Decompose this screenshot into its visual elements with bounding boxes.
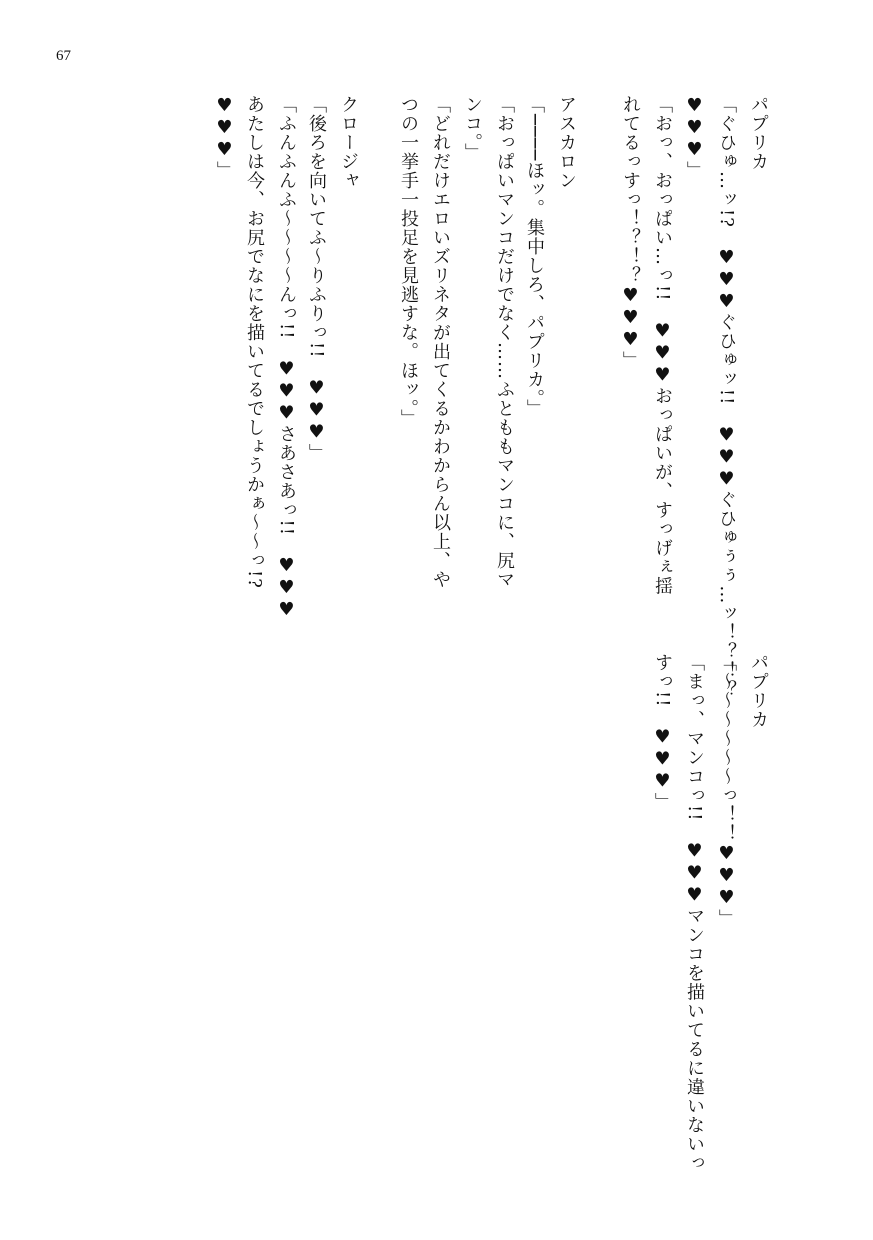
speaker-name: パプリカ xyxy=(748,653,769,729)
dialogue-line: 「ふんふんふ〜〜〜〜んっ!! ♥♥♥さあさあっ!! ♥♥♥ xyxy=(276,95,297,621)
dialogue-line: 「ぐひゅ…ッ!? ♥♥♥ぐひゅッ!! ♥♥♥ぐひゅぅぅ…ッ！？！？ xyxy=(716,95,737,700)
dialogue-line: すっ!! ♥♥♥」 xyxy=(652,653,673,812)
speaker-name: パプリカ xyxy=(748,95,769,171)
dialogue-line: ♥♥♥」 xyxy=(684,95,705,180)
dialogue-line: ♥♥♥」 xyxy=(214,95,235,180)
dialogue-line: 「まっ、マンコっ!! ♥♥♥マンコを描いてるに違いないっ xyxy=(684,653,705,1173)
dialogue-line: 「────ほッ。集中しろ、パプリカ。」 xyxy=(524,95,545,419)
page-number: 67 xyxy=(56,48,71,64)
dialogue-line: 「おっぱいマンコだけでなく……ふとももマンコに、尻マ xyxy=(494,95,515,589)
speaker-name: クロージャ xyxy=(338,95,359,190)
dialogue-line: ンコ。」 xyxy=(462,95,483,162)
dialogue-line: つの一挙手一投足を見逃すな。ほッ。」 xyxy=(398,95,419,428)
dialogue-line: 「どれだけエロいズリネタが出てくるかわからん以上、や xyxy=(430,95,451,589)
dialogue-line: 「おっ、おっぱい…っ!! ♥♥♥おっぱいが、すっげぇ揺 xyxy=(652,95,673,596)
speaker-name: アスカロン xyxy=(556,95,577,190)
dialogue-line: あたしは今、お尻でなにを描いてるでしょうかぁ〜〜っ!? xyxy=(244,95,265,589)
dialogue-line: れてるっすっ！？！？♥♥♥」 xyxy=(620,95,641,370)
dialogue-line: 「〜〜〜〜〜〜っ！！♥♥♥」 xyxy=(716,653,737,928)
dialogue-line: 「後ろを向いてふ〜りふりっ!! ♥♥♥」 xyxy=(306,95,327,463)
